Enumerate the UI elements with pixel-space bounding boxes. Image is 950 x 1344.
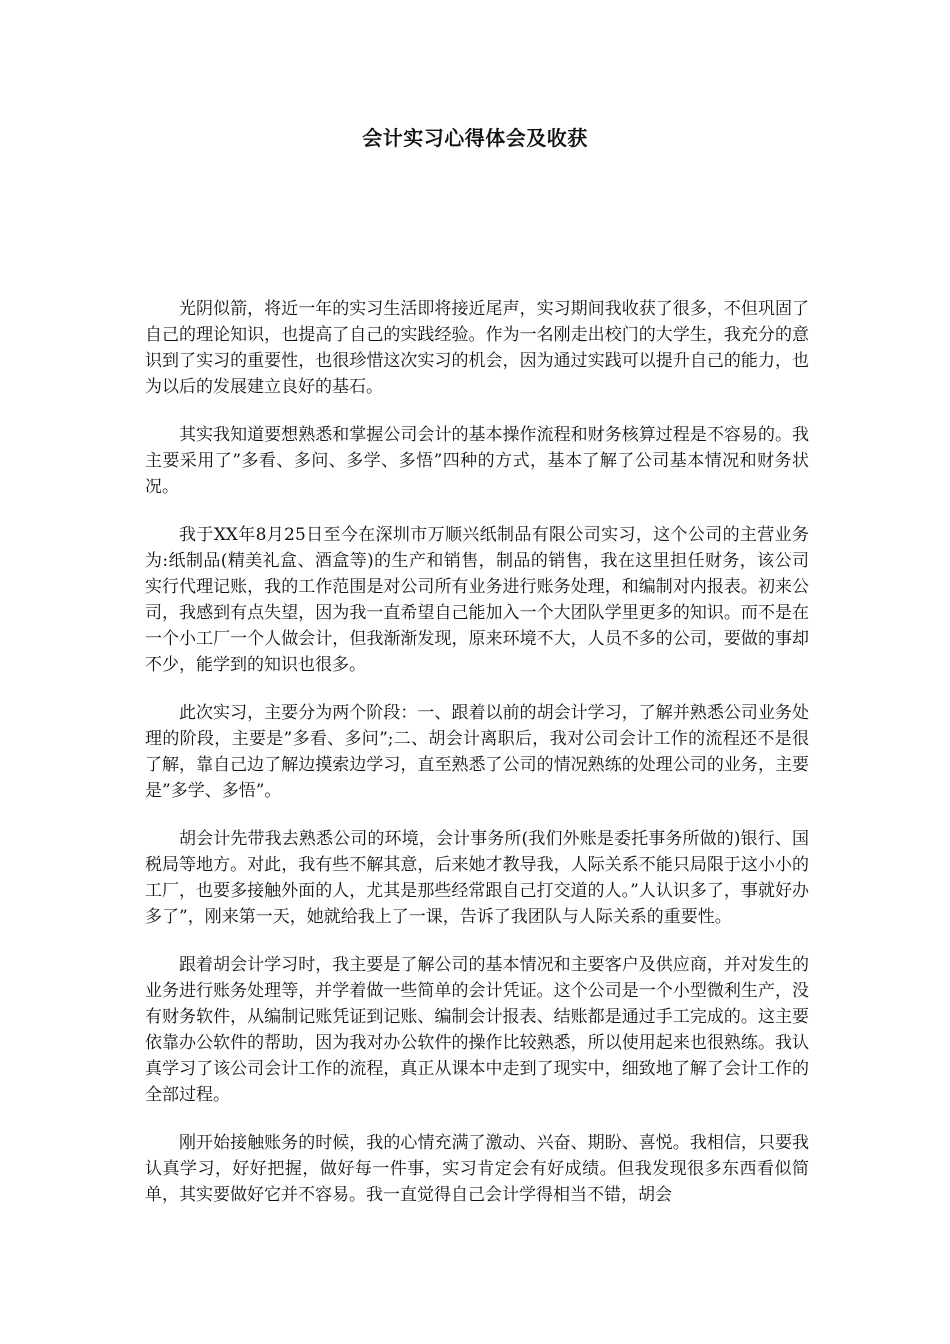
paragraph: 胡会计先带我去熟悉公司的环境，会计事务所(我们外账是委托事务所做的)银行、国税局等地方。对此，我有些不解其意，后来她才教导我，人际关系不能只局限于这小小的工厂，也要多接触外面的人，尤其是那些经常跟自己打交道的人。”人认识多了，事就好办多了”，刚来第一天，她就给我上了一课，告诉了我团队与人际关系的重要性。 xyxy=(145,829,809,927)
paragraph: 此次实习，主要分为两个阶段：一、跟着以前的胡会计学习，了解并熟悉公司业务处理的阶段，主要是”多看、多问”;二、胡会计离职后，我对公司会计工作的流程还不是很了解，靠自己边了解边摸索边学习，直至熟悉了公司的情况熟练的处理公司的业务，主要是”多学、多悟”。 xyxy=(145,703,809,801)
document-title: 会计实习心得体会及收获 xyxy=(362,126,588,150)
paragraph: 其实我知道要想熟悉和掌握公司会计的基本操作流程和财务核算过程是不容易的。我主要采用了”多看、多问、多学、多悟”四种的方式，基本了解了公司基本情况和财务状况。 xyxy=(145,425,809,497)
paragraph: 跟着胡会计学习时，我主要是了解公司的基本情况和主要客户及供应商，并对发生的业务进行账务处理等，并学着做一些简单的会计凭证。这个公司是一个小型微利生产，没有财务软件，从编制记账凭证到记账、编制会计报表、结账都是通过手工完成的。这主要依靠办公软件的帮助，因为我对办公软件的操作比较熟悉，所以使用起来也很熟练。我认真学习了该公司会计工作的流程，真正从课本中走到了现实中，细致地了解了会计工作的全部过程。 xyxy=(145,955,809,1105)
paragraph: 我于XX年8月25日至今在深圳市万顺兴纸制品有限公司实习，这个公司的主营业务为:纸制品(精美礼盒、酒盒等)的生产和销售，制品的销售，我在这里担任财务，该公司实行代理记账，我的工作范围是对公司所有业务进行账务处理，和编制对内报表。初来公司，我感到有点失望，因为我一直希望自己能加入一个大团队学里更多的知识。而不是在一个小工厂一个人做会计，但我渐渐发现，原来环境不大，人员不多的公司，要做的事却不少，能学到的知识也很多。 xyxy=(145,525,809,675)
paragraph: 光阴似箭，将近一年的实习生活即将接近尾声，实习期间我收获了很多，不但巩固了自己的理论知识，也提高了自己的实践经验。作为一名刚走出校门的大学生，我充分的意识到了实习的重要性，也很珍惜这次实习的机会，因为通过实践可以提升自己的能力，也为以后的发展建立良好的基石。 xyxy=(145,299,809,397)
document-body xyxy=(145,296,809,1230)
paragraph: 刚开始接触账务的时候，我的心情充满了激动、兴奋、期盼、喜悦。我相信，只要我认真学习，好好把握，做好每一件事，实习肯定会有好成绩。但我发现很多东西看似简单，其实要做好它并不容易。我一直觉得自己会计学得相当不错，胡会 xyxy=(145,1133,809,1205)
